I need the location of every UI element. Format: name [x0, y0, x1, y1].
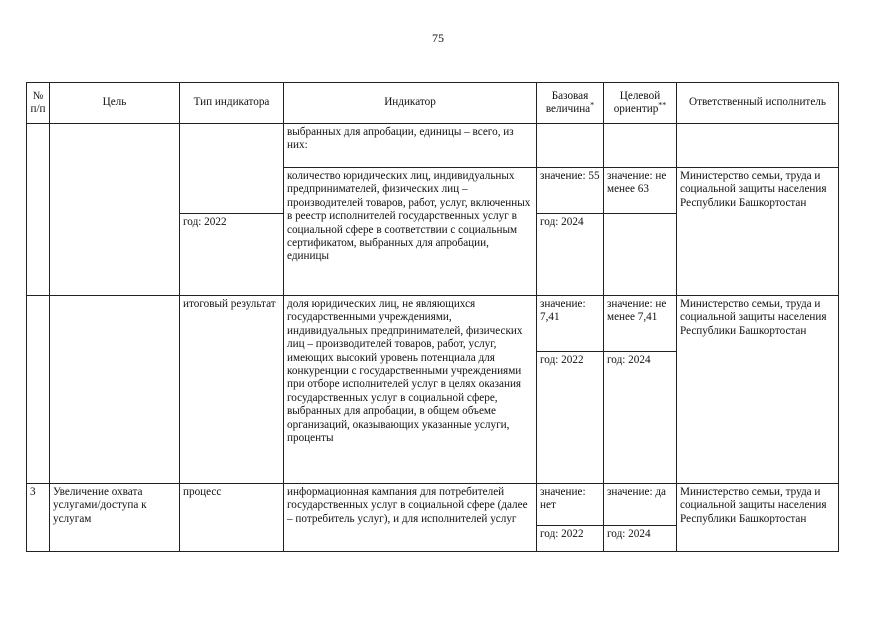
cell-target: значение: не менее 63	[604, 168, 677, 214]
cell-target-year: год: 2024	[537, 214, 604, 296]
cell-indicator-type	[180, 124, 284, 214]
header-num: № п/п	[27, 83, 50, 124]
table-row	[27, 484, 839, 526]
cell-indicator: количество юридических лиц, индивидуальных предпринимателей, физических лиц – производителей товаров, работ, услуг, включенных в реестр исполнителей государственных услуг в социальной сфере в соответствии с социальным сертификатом, выбранных для апробации, единицы	[284, 168, 537, 296]
cell-base-year: год: 2022	[537, 352, 604, 484]
table-row	[27, 296, 839, 352]
header-target: Целевой ориентир	[613, 89, 661, 115]
header-base-value: Базовая величина	[545, 89, 591, 115]
cell-target	[604, 124, 677, 168]
cell-responsible	[677, 124, 839, 168]
header-target-mark: **	[658, 100, 667, 110]
cell-num	[27, 124, 50, 296]
cell-goal	[50, 296, 180, 484]
cell-target: значение: не менее 7,41	[604, 296, 677, 352]
header-responsible: Ответственный исполнитель	[677, 83, 839, 124]
cell-target-year: год: 2024	[604, 526, 677, 552]
cell-responsible: Министерство семьи, труда и социальной защиты населения Республики Башкортостан	[677, 296, 839, 484]
cell-base-value	[537, 124, 604, 168]
cell-indicator-type: процесс	[180, 484, 284, 552]
header-target-cell	[604, 83, 677, 124]
page-number: 75	[432, 31, 444, 45]
cell-responsible: Министерство семьи, труда и социальной защиты населения Республики Башкортостан	[677, 168, 839, 296]
cell-indicator: информационная кампания для потребителей государственных услуг в социальной сфере (далее – потребитель услуг), и для исполнителей услуг	[284, 484, 537, 552]
header-indicator: Индикатор	[284, 83, 537, 124]
cell-indicator: выбранных для апробации, единицы – всего, из них:	[284, 124, 537, 168]
table-header-row	[27, 83, 839, 124]
cell-base-value: значение: 55	[537, 168, 604, 214]
cell-indicator: доля юридических лиц, не являющихся государственными учреждениями, индивидуальных предпринимателей, физических лиц – производителей товаров, работ, услуг, имеющих высокий уровень потенциала для конкуренции с государственными учреждениями при отборе исполнителей услуг в целях оказания государственных услуг в социальной сфере, выбранных для апробации, в общем объеме организаций, оказывающих указанные услуги, проценты	[284, 296, 537, 484]
cell-base-year: год: 2022	[537, 526, 604, 552]
cell-base-year: год: 2022	[180, 214, 284, 296]
cell-responsible: Министерство семьи, труда и социальной защиты населения Республики Башкортостан	[677, 484, 839, 552]
cell-goal	[50, 124, 180, 296]
cell-num: 3	[27, 484, 50, 552]
header-goal: Цель	[50, 83, 180, 124]
cell-num	[27, 296, 50, 484]
cell-base-value: значение: 7,41	[537, 296, 604, 352]
cell-base-value: значение: нет	[537, 484, 604, 526]
header-base-value-cell	[537, 83, 604, 124]
indicators-table	[26, 82, 839, 552]
header-base-value-mark: *	[590, 100, 595, 110]
cell-target: значение: да	[604, 484, 677, 526]
cell-indicator-type: итоговый результат	[180, 296, 284, 484]
header-indicator-type: Тип индикатора	[180, 83, 284, 124]
table-row	[27, 124, 839, 168]
cell-target-year: год: 2024	[604, 352, 677, 484]
cell-goal: Увеличение охвата услугами/доступа к услугам	[50, 484, 180, 552]
